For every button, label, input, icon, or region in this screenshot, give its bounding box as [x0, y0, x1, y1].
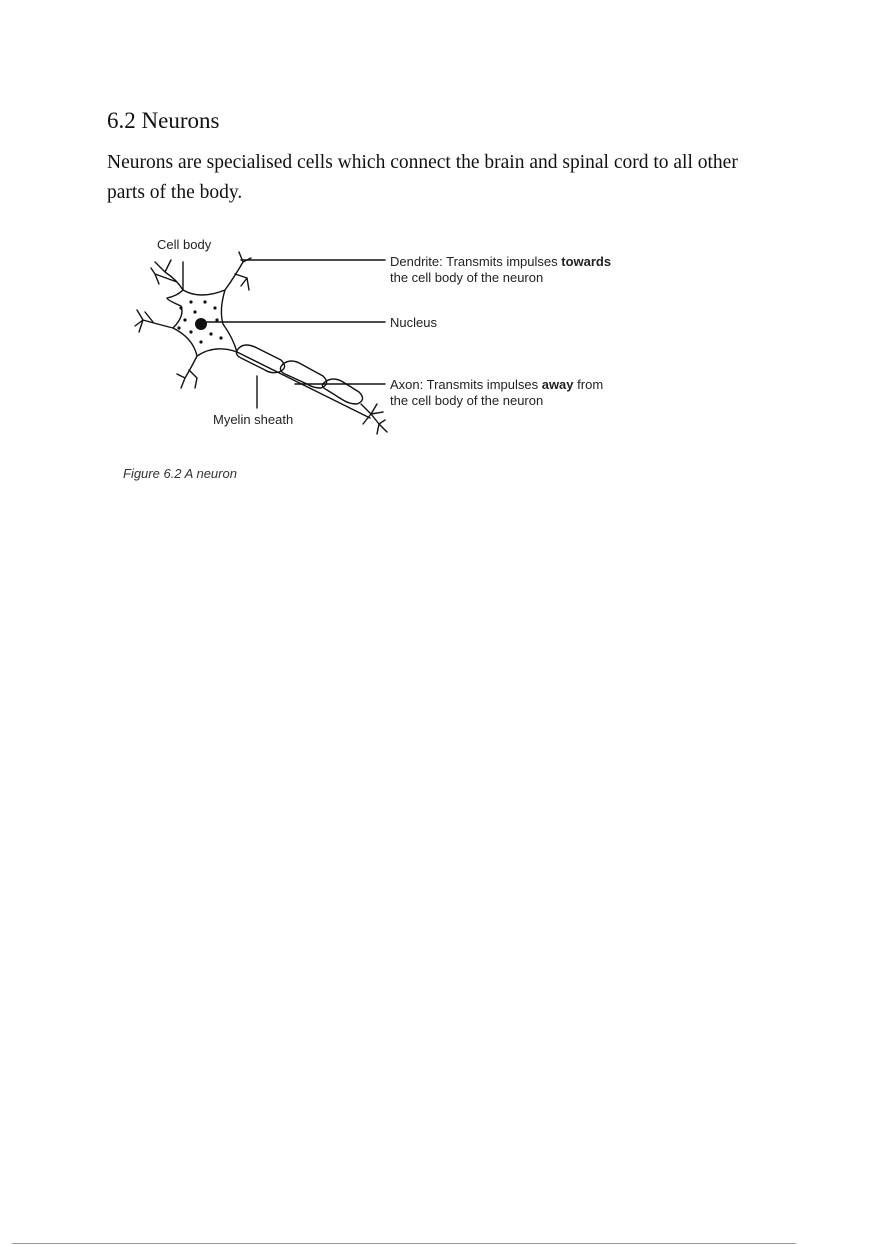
- label-nucleus: Nucleus: [390, 315, 437, 330]
- label-axon-line2: the cell body of the neuron: [390, 393, 544, 408]
- figure-caption: Figure 6.2 A neuron: [123, 466, 237, 481]
- dendrite-text: Dendrite: Transmits impulses: [390, 254, 562, 269]
- dendrite-bottom-left: [177, 356, 197, 388]
- label-dendrite: [390, 254, 611, 270]
- axon-suffix-text: from: [573, 377, 604, 392]
- myelin-segments: [236, 345, 362, 404]
- section-heading: 6.2 Neurons: [107, 108, 220, 133]
- label-axon: [390, 377, 603, 393]
- axon-bold-text: away: [541, 377, 574, 392]
- footer-rule: [12, 1243, 796, 1244]
- dendrite-top-right: [225, 252, 251, 290]
- axon-text: Axon: Transmits impulses: [390, 377, 542, 392]
- label-myelin-sheath: Myelin sheath: [213, 412, 294, 427]
- label-dendrite-line2: the cell body of the neuron: [390, 270, 544, 285]
- label-cell-body: Cell body: [157, 237, 212, 252]
- dendrite-left: [135, 310, 173, 332]
- neuron-figure: [115, 228, 655, 493]
- section-paragraph: Neurons are specialised cells which connect the brain and spinal cord to all other parts of the body.: [107, 152, 738, 203]
- nucleus: [195, 318, 207, 330]
- dendrite-top-left: [151, 260, 183, 290]
- dendrite-bold-text: towards: [561, 254, 612, 269]
- axon-terminal: [361, 404, 387, 434]
